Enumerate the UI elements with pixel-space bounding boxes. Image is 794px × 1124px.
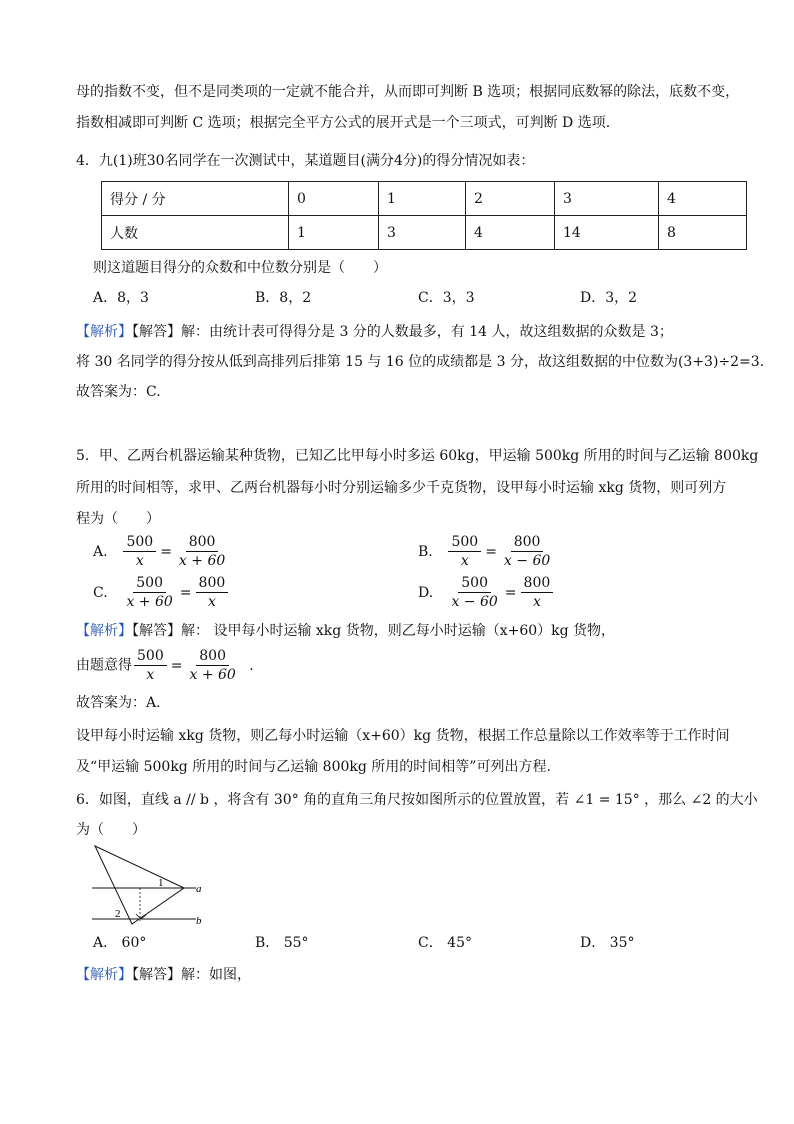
triangle-ruler-figure (88, 842, 228, 932)
q4-option-c: C．3，3 (418, 290, 475, 306)
label-angle-2: 2 (115, 908, 121, 920)
analysis-tag: 【解析】 (76, 324, 132, 340)
table-cell: 0 (289, 182, 379, 216)
q6-option-a: A． 60° (93, 935, 147, 951)
q5-option-d: D. $\frac{500}{x - 60}$ = $\frac{800}{x}$ (418, 575, 555, 610)
q6-option-c: C． 45° (418, 935, 472, 951)
triangle (95, 846, 184, 924)
table-cell: 2 (466, 182, 555, 216)
table-cell: 得分 / 分 (102, 182, 289, 216)
table-cell: 1 (379, 182, 466, 216)
label-b: b (196, 915, 202, 927)
table-cell: 8 (659, 216, 747, 250)
table-row (102, 182, 747, 216)
q6-stem-line-1: 6．如图，直线 a // b ，将含有 30° 角的直角三角尺按如图所示的位置放置，若 ∠1 = 15° ，那么 ∠2 的大小 (76, 792, 758, 808)
q4-analysis-line-2: 将 30 名同学的得分按从低到高排列后排第 15 与 16 位的成绩都是 3 分，故这组数据的中位数为(3+3)÷2=3. (76, 354, 765, 370)
analysis-text: 【解答】解：由统计表可得得分是 3 分的人数最多，有 14 人，故这组数据的众数是 3； (132, 324, 673, 340)
table-cell: 4 (466, 216, 555, 250)
q5-stem-line-2: 所用的时间相等，求甲、乙两台机器每小时分别运输多少千克货物，设甲每小时运输 xkg 货物，则可列方 (76, 480, 727, 496)
q4-option-d: D．3，2 (580, 290, 638, 306)
q5-note-line-2: 及“甲运输 500kg 所用的时间与乙运输 800kg 所用的时间相等”可列出方程. (76, 759, 551, 775)
q5-option-b: B. $\frac{500}{x}$ = $\frac{800}{x - 60}$ (418, 534, 551, 569)
analysis-text: 【解答】解：如图， (132, 967, 251, 983)
intro-line-1: 母的指数不变，但不是同类项的一定就不能合并，从而即可判断 B 选项；根据同底数幂的除法，底数不变， (76, 84, 740, 100)
q6-analysis-line-1 (76, 965, 251, 985)
q5-answer: 故答案为：A. (76, 695, 161, 711)
q5-stem-line-1: 5．甲、乙两台机器运输某种货物，已知乙比甲每小时多运 60kg，甲运输 500kg 所用的时间与乙运输 800kg (76, 448, 759, 464)
q5-derivation: 由题意得 $\frac{500}{x}$ = $\frac{800}{x + 60}$ . (76, 648, 254, 683)
q5-analysis-line-1 (76, 621, 615, 641)
analysis-tag: 【解析】 (76, 967, 132, 983)
q5-option-c: C. $\frac{500}{x + 60}$ = $\frac{800}{x}$ (93, 575, 230, 610)
table-cell: 3 (379, 216, 466, 250)
q4-answer: 故答案为：C. (76, 384, 161, 400)
q6-option-d: D． 35° (580, 935, 635, 951)
label-a: a (196, 883, 202, 895)
q4-stem: 4．九(1)班30名同学在一次测试中，某道题目(满分4分)的得分情况如表： (76, 153, 535, 169)
table-cell: 14 (555, 216, 659, 250)
q6-option-b: B． 55° (255, 935, 309, 951)
q5-note-line-1: 设甲每小时运输 xkg 货物，则乙每小时运输（x+60）kg 货物，根据工作总量除以工作效率等于工作时间 (76, 728, 730, 744)
table-cell: 3 (555, 182, 659, 216)
q5-option-a: A. $\frac{500}{x}$ = $\frac{800}{x + 60}$ (93, 534, 226, 569)
q4-option-a: A．8，3 (93, 290, 149, 306)
q4-analysis-line-1 (76, 322, 673, 342)
q4-question: 则这道题目得分的众数和中位数分别是（ ） (93, 260, 387, 276)
q4-option-b: B．8，2 (255, 290, 312, 306)
table-row (102, 216, 747, 250)
table-cell: 4 (659, 182, 747, 216)
score-table (101, 181, 747, 250)
analysis-tag: 【解析】 (76, 623, 132, 639)
q5-stem-line-3: 程为（ ） (76, 511, 160, 527)
label-angle-1: 1 (158, 877, 164, 889)
table-cell: 1 (289, 216, 379, 250)
q6-stem-line-2: 为（ ） (76, 822, 146, 838)
intro-line-2: 指数相减即可判断 C 选项；根据完全平方公式的展开式是一个三项式，可判断 D 选项. (76, 115, 611, 131)
table-cell: 人数 (102, 216, 289, 250)
analysis-text: 【解答】解： 设甲每小时运输 xkg 货物，则乙每小时运输（x+60）kg 货物， (132, 623, 616, 639)
